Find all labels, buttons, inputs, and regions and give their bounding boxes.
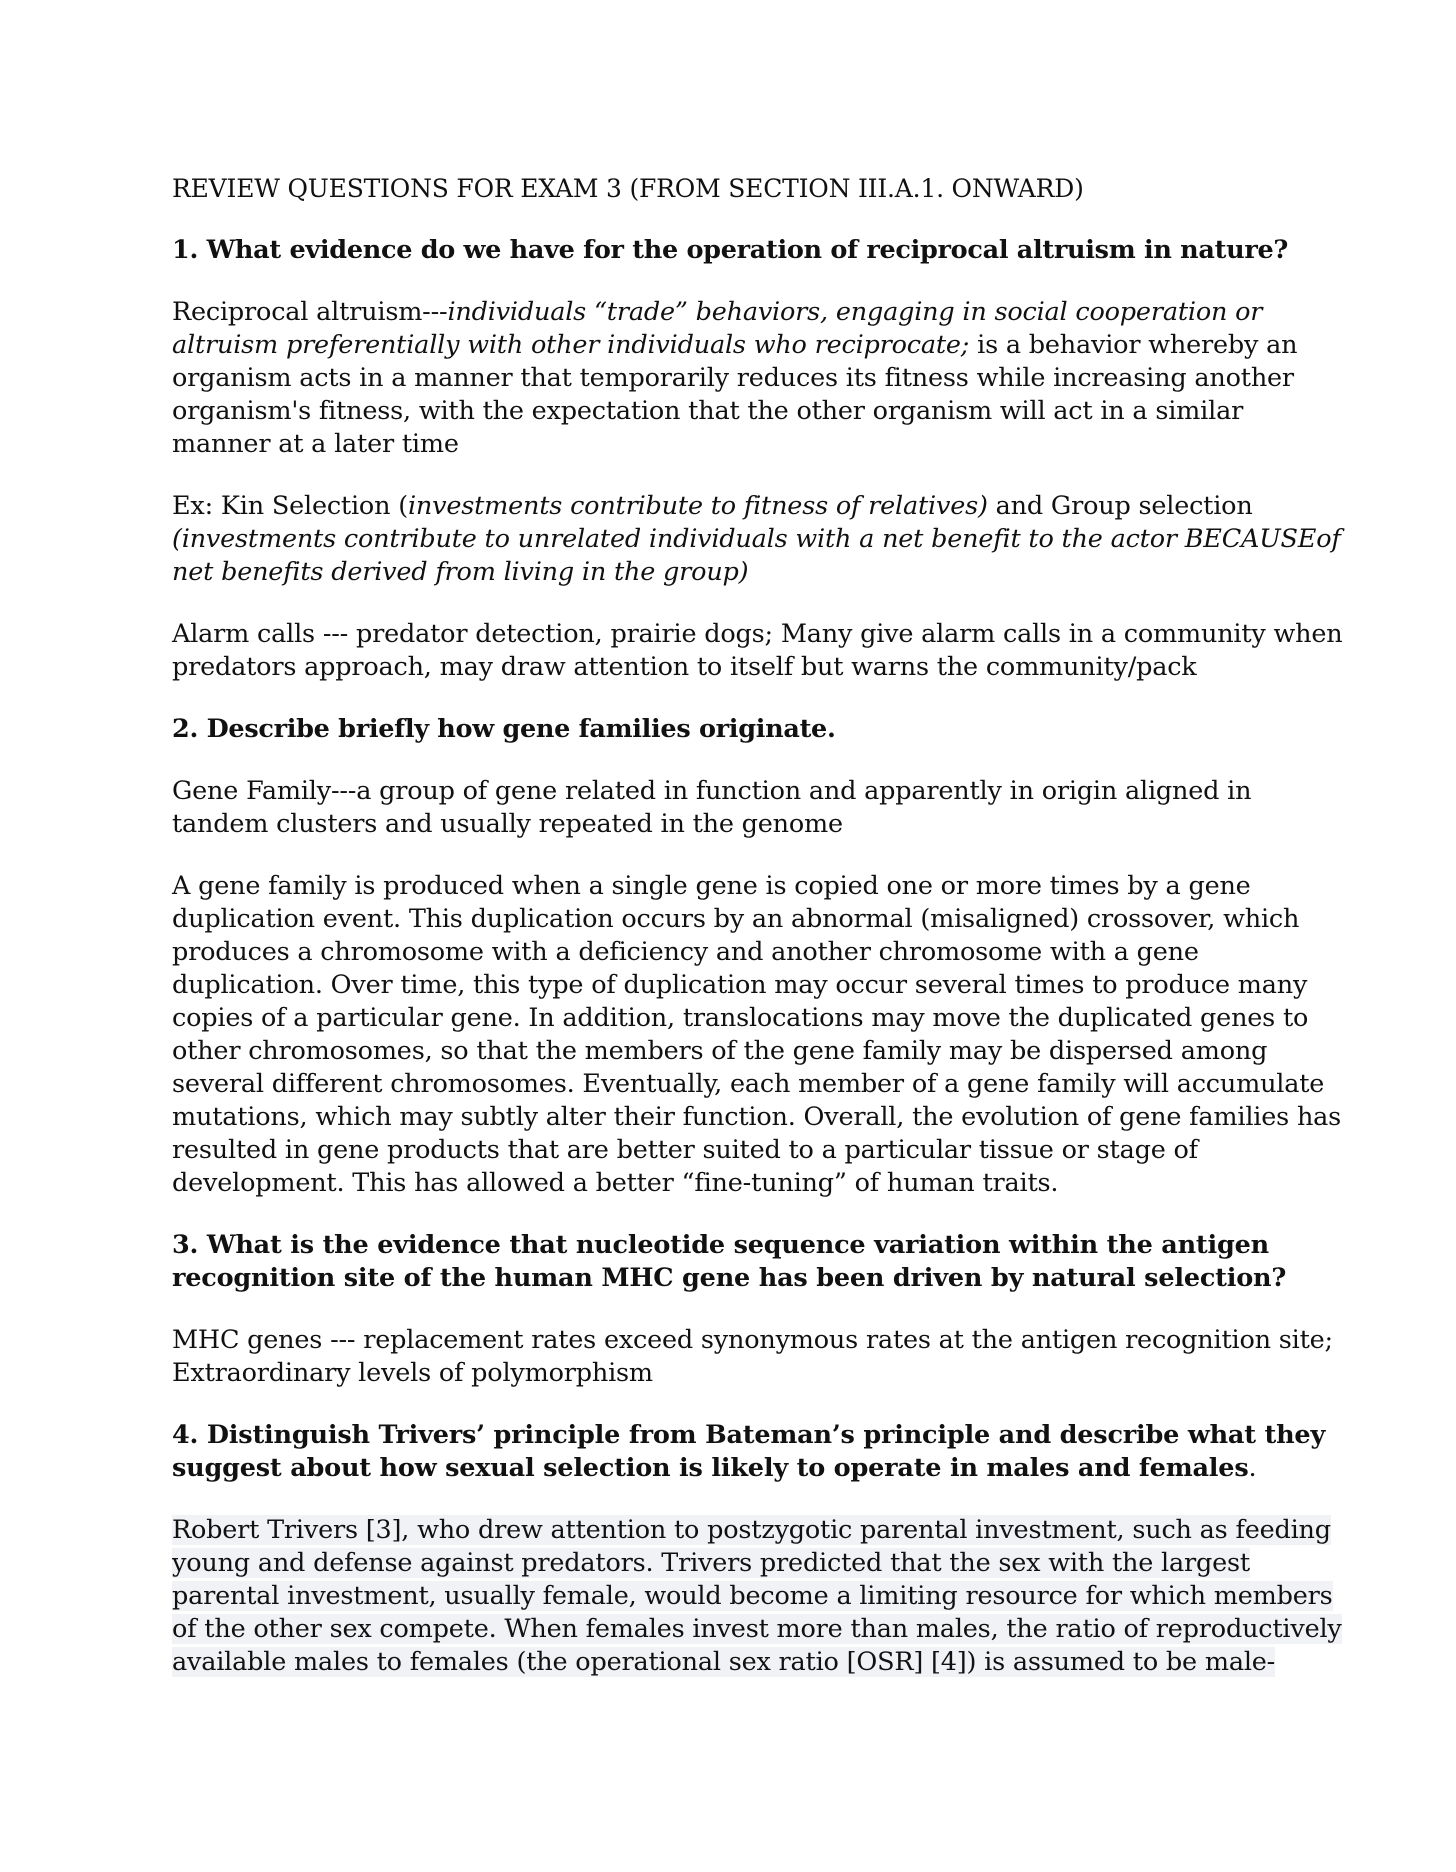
document-title: REVIEW QUESTIONS FOR EXAM 3 (FROM SECTION III.A.1. ONWARD) — [172, 174, 1084, 203]
question-line — [172, 1452, 1292, 1485]
italic-span: investments contribute to fitness of relatives) — [407, 491, 988, 521]
text-line — [172, 296, 1292, 329]
text-line: Alarm calls --- predator detection, prairie dogs; Many give alarm calls in a community when — [172, 619, 1343, 649]
question-4 — [172, 1419, 1326, 1485]
highlighted-span: available males to females (the operational sex ratio [OSR] [4]) is assumed to be male- — [172, 1647, 1276, 1677]
question-3 — [172, 1229, 1292, 1295]
text-line — [172, 556, 1292, 589]
text-span: is a behavior whereby an — [969, 330, 1298, 360]
question-line: 3. What is the evidence that nucleotide sequence variation within the antigen — [172, 1230, 1269, 1260]
text-line — [172, 1613, 1342, 1646]
highlighted-span: parental investment, usually female, would become a limiting resource for which members — [172, 1581, 1333, 1611]
text-line: manner at a later time — [172, 429, 459, 459]
highlighted-span: Robert Trivers [3], who drew attention to postzygotic parental investment, such as feeding — [172, 1515, 1331, 1545]
q2-answer-paragraph-1 — [172, 775, 1292, 841]
question-line: recognition site of the human MHC gene has been driven by natural selection? — [172, 1263, 1287, 1293]
text-line: development. This has allowed a better “fine-tuning” of human traits. — [172, 1168, 1059, 1198]
text-line — [172, 490, 1292, 523]
text-line — [172, 1547, 1292, 1580]
question-1: 1. What evidence do we have for the operation of reciprocal altruism in nature? — [172, 235, 1289, 265]
q3-answer-paragraph-1 — [172, 1324, 1333, 1390]
text-span: and Group selection — [987, 491, 1253, 521]
q4-answer-paragraph-1 — [172, 1514, 1342, 1679]
text-span: . — [1248, 1453, 1257, 1483]
q1-answer-paragraph-1 — [172, 296, 1298, 461]
italic-span: (investments contribute to unrelated individuals with a net benefit to the actor BECAUSEof — [172, 524, 1341, 554]
text-line: A gene family is produced when a single gene is copied one or more times by a gene — [172, 871, 1251, 901]
text-line — [172, 329, 1298, 362]
text-line: resulted in gene products that are better suited to a particular tissue or stage of — [172, 1135, 1198, 1165]
text-line — [172, 1514, 1331, 1547]
text-line: organism's fitness, with the expectation that the other organism will act in a similar — [172, 396, 1244, 426]
italic-span: individuals “trade” behaviors, engaging in social cooperation or — [447, 297, 1263, 327]
text-line — [172, 523, 1341, 556]
text-line: duplication event. This duplication occurs by an abnormal (misaligned) crossover, which — [172, 904, 1300, 934]
italic-span: net benefits derived from living in the group) — [172, 557, 749, 587]
text-line: predators approach, may draw attention to itself but warns the community/pack — [172, 652, 1197, 682]
q1-answer-paragraph-2 — [172, 490, 1341, 589]
text-line: organism acts in a manner that temporarily reduces its fitness while increasing another — [172, 363, 1294, 393]
text-line: mutations, which may subtly alter their function. Overall, the evolution of gene families has — [172, 1102, 1342, 1132]
q1-answer-paragraph-3 — [172, 618, 1343, 684]
text-line: copies of a particular gene. In addition, translocations may move the duplicated genes to — [172, 1003, 1309, 1033]
question-2: 2. Describe briefly how gene families originate. — [172, 714, 836, 744]
text-line: produces a chromosome with a deficiency and another chromosome with a gene — [172, 937, 1199, 967]
text-line: several different chromosomes. Eventually, each member of a gene family will accumulate — [172, 1069, 1325, 1099]
text-line — [172, 1580, 1333, 1613]
text-line: Extraordinary levels of polymorphism — [172, 1358, 653, 1388]
text-line — [172, 1646, 1292, 1679]
text-line: MHC genes --- replacement rates exceed synonymous rates at the antigen recognition site; — [172, 1325, 1333, 1355]
q2-answer-paragraph-2 — [172, 870, 1342, 1200]
highlighted-span: of the other sex compete. When females invest more than males, the ratio of reproductively — [172, 1614, 1342, 1644]
text-line: duplication. Over time, this type of duplication may occur several times to produce many — [172, 970, 1308, 1000]
question-line: 4. Distinguish Trivers’ principle from Bateman’s principle and describe what they — [172, 1420, 1326, 1450]
text-line: tandem clusters and usually repeated in the genome — [172, 809, 843, 839]
text-line: other chromosomes, so that the members of the gene family may be dispersed among — [172, 1036, 1268, 1066]
italic-span: altruism preferentially with other individuals who reciprocate; — [172, 330, 970, 360]
text-span: Ex: Kin Selection ( — [172, 491, 408, 521]
document-page — [172, 172, 1343, 1708]
text-line: Gene Family---a group of gene related in function and apparently in origin aligned in — [172, 776, 1252, 806]
text-span: suggest about how sexual selection is likely to operate in males and females — [172, 1453, 1249, 1483]
highlighted-span: young and defense against predators. Trivers predicted that the sex with the largest — [172, 1548, 1250, 1578]
text-span: Reciprocal altruism--- — [172, 297, 448, 327]
